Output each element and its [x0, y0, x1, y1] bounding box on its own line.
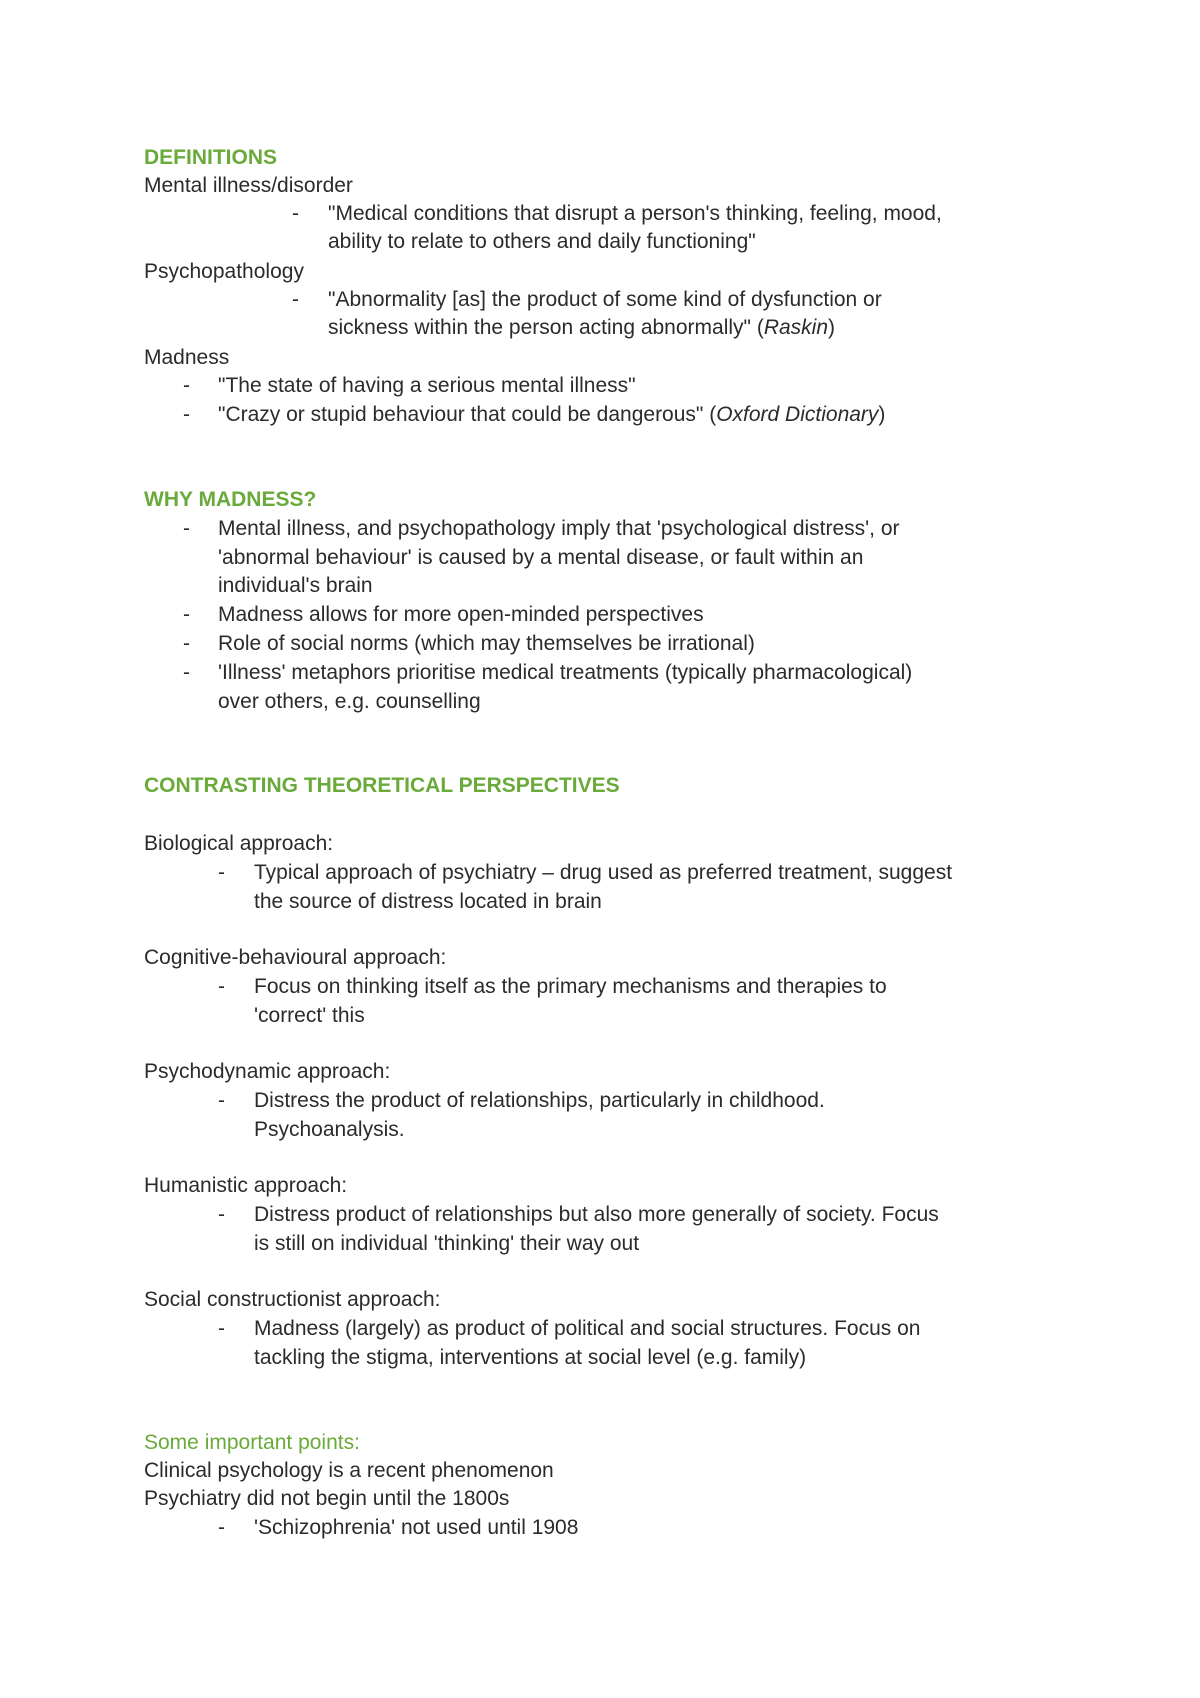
point-text: Clinical psychology is a recent phenomenon — [144, 1459, 554, 1482]
approach-description: is still on individual 'thinking' their way out — [254, 1232, 640, 1255]
bullet-dash: - — [183, 661, 190, 684]
point-text: 'Schizophrenia' not used until 1908 — [254, 1516, 579, 1539]
bullet-dash: - — [218, 1317, 225, 1340]
approach-description: Distress product of relationships but also more generally of society. Focus — [254, 1203, 939, 1226]
approach-title-cognitive: Cognitive-behavioural approach: — [144, 946, 447, 969]
definition-quote-line: "Medical conditions that disrupt a person's thinking, feeling, mood, — [328, 202, 942, 225]
approach-description: Focus on thinking itself as the primary mechanisms and therapies to — [254, 975, 887, 998]
list-item: over others, e.g. counselling — [218, 690, 481, 713]
approach-title-social: Social constructionist approach: — [144, 1288, 441, 1311]
bullet-dash: - — [218, 861, 225, 884]
approach-description: Typical approach of psychiatry – drug used as preferred treatment, suggest — [254, 861, 953, 884]
list-item: Mental illness, and psychopathology imply that 'psychological distress', or — [218, 517, 900, 540]
list-item: individual's brain — [218, 574, 373, 597]
list-item: "The state of having a serious mental illness" — [218, 374, 636, 397]
bullet-dash: - — [218, 1516, 225, 1539]
definition-quote-line: sickness within the person acting abnormally" (Raskin) — [328, 316, 836, 339]
term-psychopathology: Psychopathology — [144, 260, 304, 283]
points-heading: Some important points: — [144, 1431, 360, 1454]
bullet-dash: - — [183, 603, 190, 626]
citation-raskin: Raskin — [763, 316, 829, 339]
approach-description: tackling the stigma, interventions at social level (e.g. family) — [254, 1346, 807, 1369]
approach-description: Psychoanalysis. — [254, 1118, 405, 1141]
list-item: "Crazy or stupid behaviour that could be dangerous" (Oxford Dictionary) — [218, 403, 886, 426]
bullet-dash: - — [183, 374, 190, 397]
bullet-dash: - — [218, 1089, 225, 1112]
approach-description: Madness (largely) as product of political and social structures. Focus on — [254, 1317, 921, 1340]
bullet-dash: - — [183, 632, 190, 655]
approach-title-humanistic: Humanistic approach: — [144, 1174, 348, 1197]
approach-description: Distress the product of relationships, particularly in childhood. — [254, 1089, 825, 1112]
bullet-dash: - — [183, 403, 190, 426]
approach-description: 'correct' this — [254, 1004, 365, 1027]
term-mental-illness: Mental illness/disorder — [144, 174, 353, 197]
definition-quote-line: "Abnormality [as] the product of some kind of dysfunction or — [328, 288, 882, 311]
bullet-dash: - — [292, 202, 299, 225]
point-text: Psychiatry did not begin until the 1800s — [144, 1487, 510, 1510]
why-madness-heading: WHY MADNESS? — [144, 488, 317, 511]
definition-quote-line: ability to relate to others and daily functioning" — [328, 230, 756, 253]
list-item: 'abnormal behaviour' is caused by a mental disease, or fault within an — [218, 546, 864, 569]
bullet-dash: - — [292, 288, 299, 311]
bullet-dash: - — [218, 975, 225, 998]
approach-description: the source of distress located in brain — [254, 890, 602, 913]
bullet-dash: - — [183, 517, 190, 540]
approach-title-psychodynamic: Psychodynamic approach: — [144, 1060, 391, 1083]
bullet-dash: - — [218, 1203, 225, 1226]
term-madness: Madness — [144, 346, 230, 369]
approach-title-biological: Biological approach: — [144, 832, 334, 855]
perspectives-heading: CONTRASTING THEORETICAL PERSPECTIVES — [144, 774, 620, 797]
list-item: Madness allows for more open-minded perspectives — [218, 603, 704, 626]
list-item: Role of social norms (which may themselves be irrational) — [218, 632, 755, 655]
list-item: 'Illness' metaphors prioritise medical treatments (typically pharmacological) — [218, 661, 913, 684]
citation-oxford: Oxford Dictionary — [716, 403, 879, 426]
definitions-heading: DEFINITIONS — [144, 146, 278, 169]
